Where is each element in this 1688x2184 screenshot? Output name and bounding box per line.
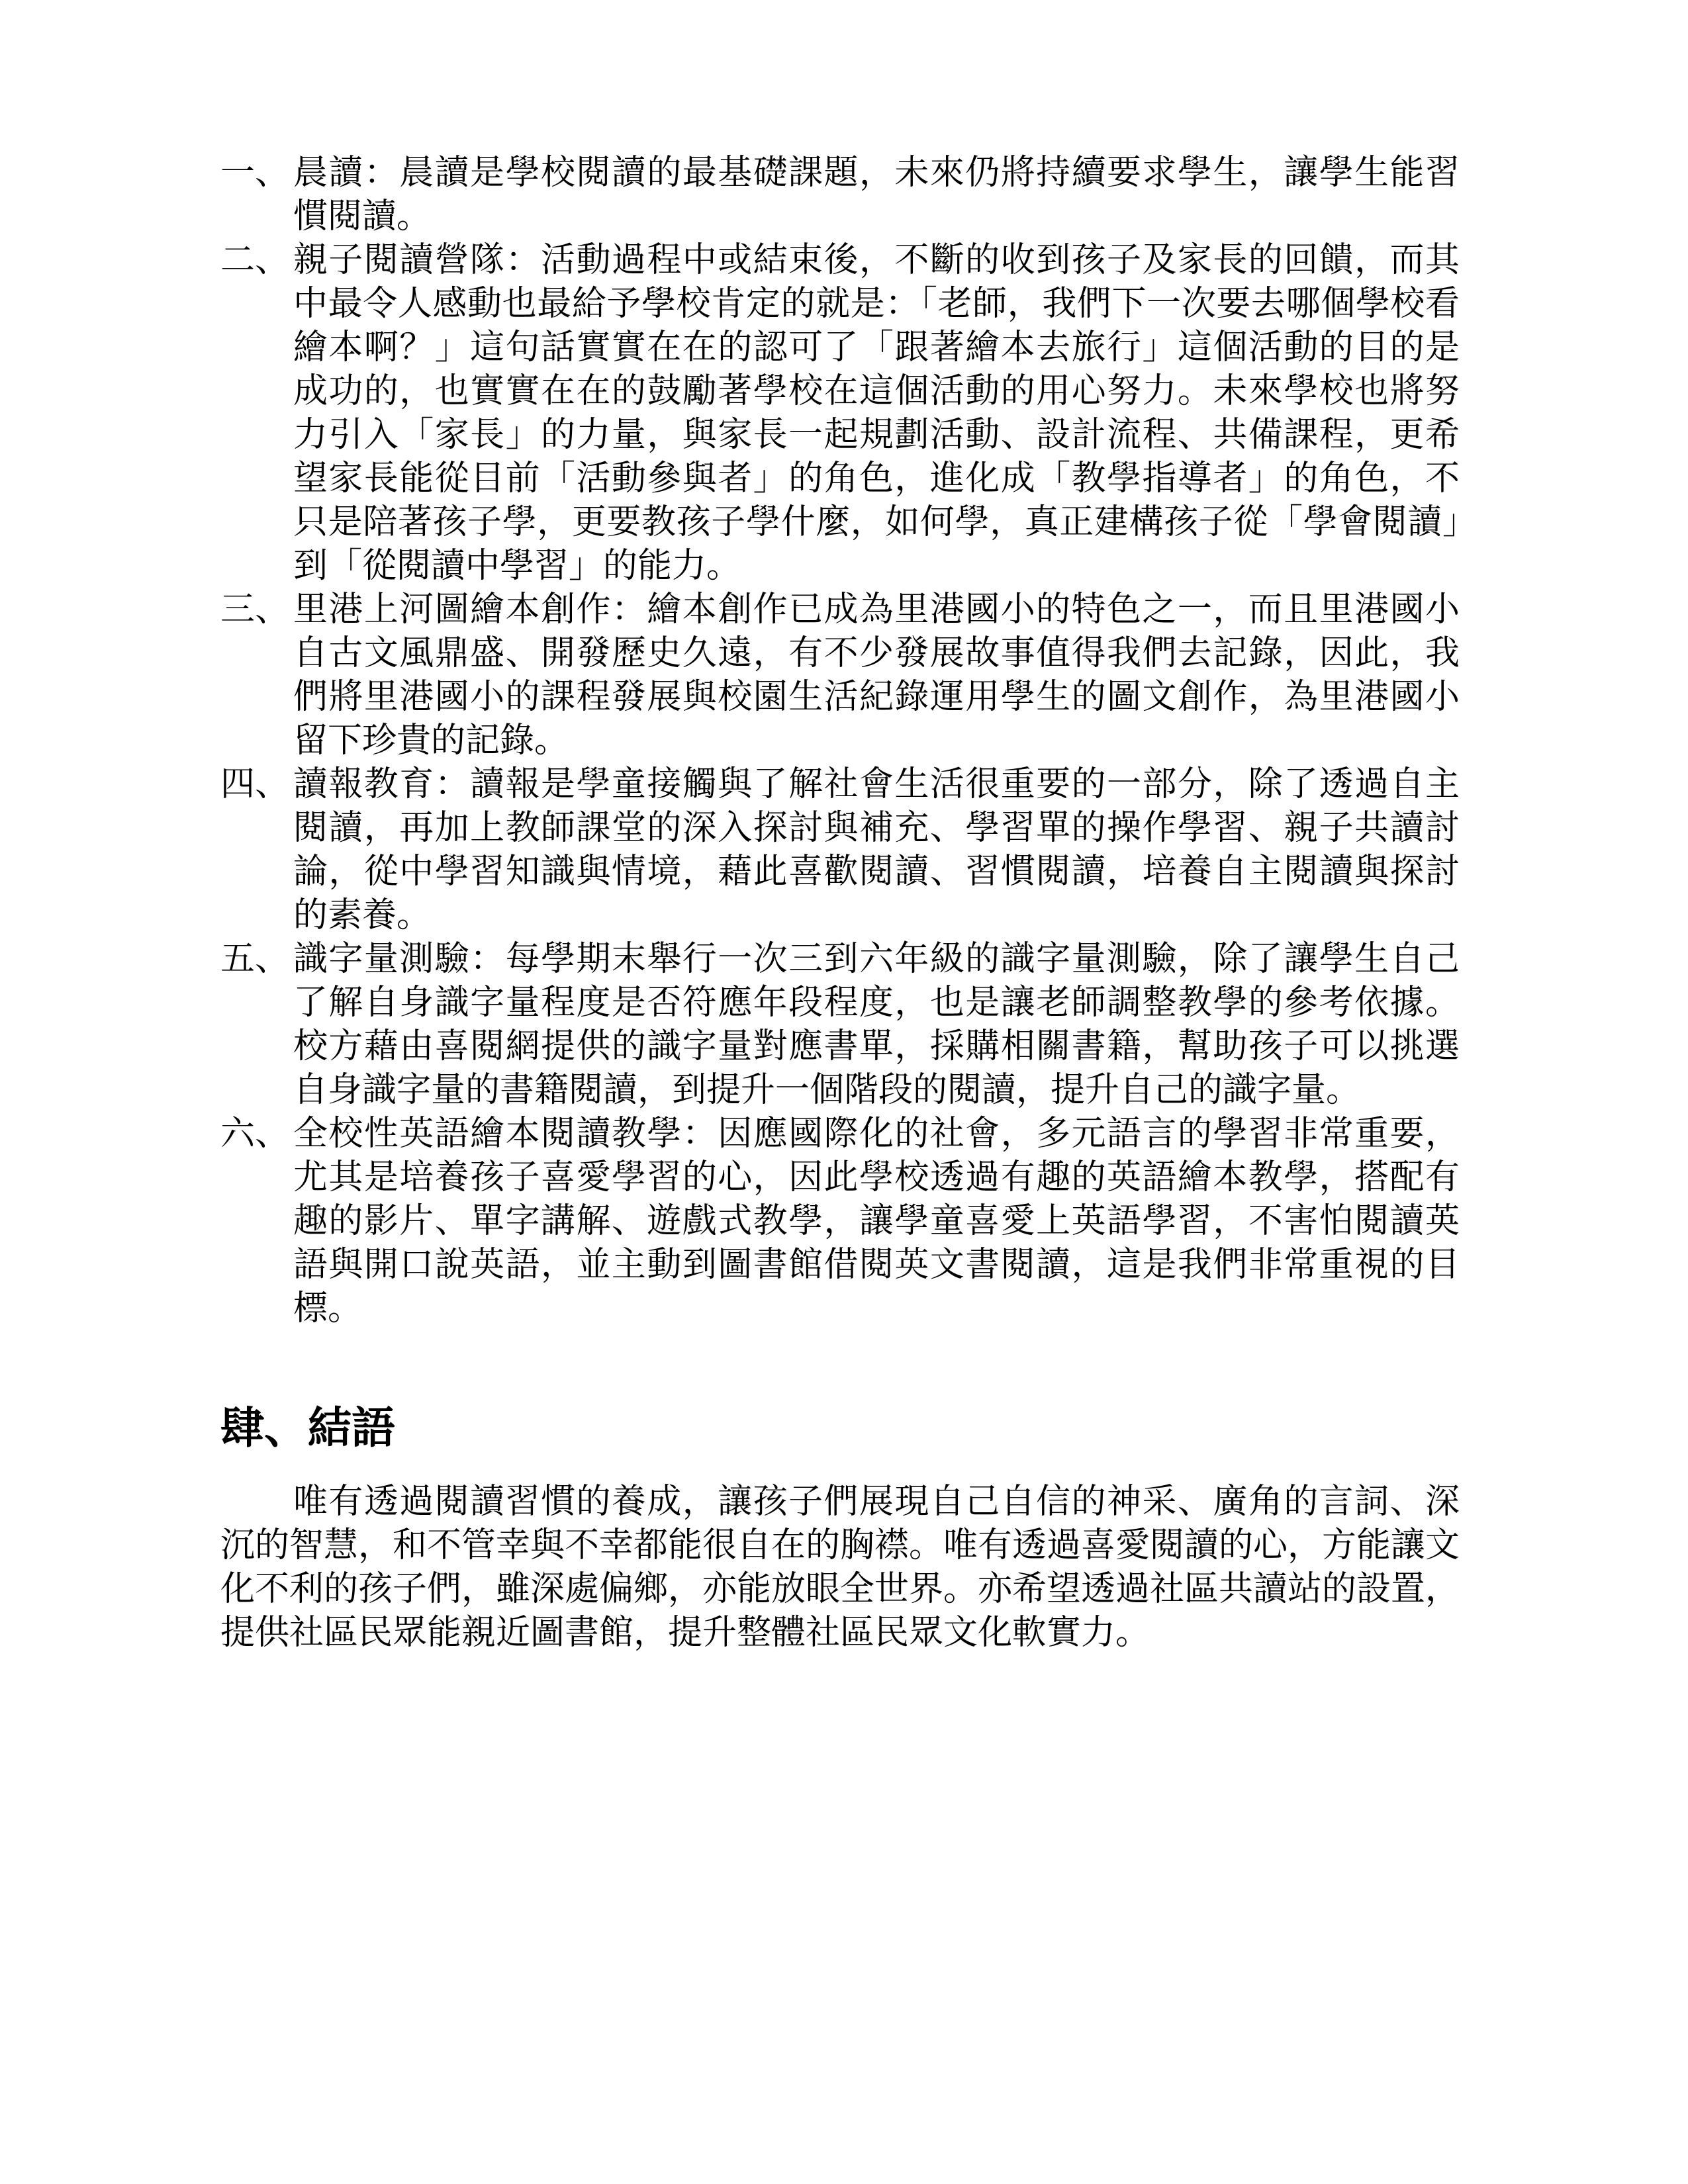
list-item [220, 762, 1460, 937]
list-item-text: 全校性英語繪本閱讀教學：因應國際化的社會，多元語言的學習非常重要，尤其是培養孩子喜愛學習的心，因此學校透過有趣的英語繪本教學，搭配有趣的影片、單字講解、遊戲式教學，讓學童喜愛上英語學習，不害怕閱讀英語與開口說英語，並主動到圖書館借閱英文書閱讀，這是我們非常重視的目標。 [293, 1114, 1460, 1328]
document-page [220, 151, 1460, 1655]
list-item [220, 238, 1460, 588]
list-item-marker: 四、 [220, 764, 290, 804]
conclusion-paragraph: 唯有透過閱讀習慣的養成，讓孩子們展現自己自信的神采、廣角的言詞、深沉的智慧，和不管幸與不幸都能很自在的胸襟。唯有透過喜愛閱讀的心，方能讓文化不利的孩子們，雖深處偏鄉，亦能放眼全世界。亦希望透過社區共讀站的設置，提供社區民眾能親近圖書館，提升整體社區民眾文化軟實力。 [220, 1482, 1460, 1653]
list-item-marker: 六、 [220, 1114, 290, 1154]
list-item-marker: 五、 [220, 939, 290, 979]
list-item-text: 識字量測驗：每學期末舉行一次三到六年級的識字量測驗，除了讓學生自己了解自身識字量程度是否符應年段程度，也是讓老師調整教學的參考依據。校方藉由喜閱網提供的識字量對應書單，採購相關書籍，幫助孩子可以挑選自身識字量的書籍閱讀，到提升一個階段的閱讀，提升自己的識字量。 [293, 939, 1460, 1110]
list-item [220, 588, 1460, 762]
list-item [220, 1112, 1460, 1330]
list-item-text: 讀報教育：讀報是學童接觸與了解社會生活很重要的一部分，除了透過自主閱讀，再加上教師課堂的深入探討與補充、學習單的操作學習、親子共讀討論，從中學習知識與情境，藉此喜歡閱讀、習慣閱讀，培養自主閱讀與探討的素養。 [293, 764, 1460, 935]
list-item [220, 937, 1460, 1112]
list-item-marker: 三、 [220, 590, 290, 629]
list-item-text: 里港上河圖繪本創作：繪本創作已成為里港國小的特色之一，而且里港國小自古文風鼎盛、開發歷史久遠，有不少發展故事值得我們去記錄，因此，我們將里港國小的課程發展與校園生活紀錄運用學生的圖文創作，為里港國小留下珍貴的記錄。 [293, 590, 1460, 760]
list-item-marker: 一、 [220, 153, 290, 193]
section-heading: 肆、結語 [220, 1402, 395, 1453]
list-item-text: 親子閱讀營隊：活動過程中或結束後，不斷的收到孩子及家長的回饋，而其中最令人感動也最給予學校肯定的就是：「老師，我們下一次要去哪個學校看繪本啊？」這句話實實在在的認可了「跟著繪本去旅行」這個活動的目的是成功的，也實實在在的鼓勵著學校在這個活動的用心努力。未來學校也將努力引入「家長」的力量，與家長一起規劃活動、設計流程、共備課程，更希望家長能從目前「活動參與者」的角色，進化成「教學指導者」的角色，不只是陪著孩子學，更要教孩子學什麼，如何學，真正建構孩子從「學會閱讀」到「從閱讀中學習」的能力。 [293, 240, 1460, 586]
list-item-marker: 二、 [220, 240, 290, 280]
list-item-text: 晨讀：晨讀是學校閱讀的最基礎課題，未來仍將持續要求學生，讓學生能習慣閱讀。 [293, 153, 1460, 236]
list-item [220, 151, 1460, 238]
action-list [220, 151, 1460, 1330]
